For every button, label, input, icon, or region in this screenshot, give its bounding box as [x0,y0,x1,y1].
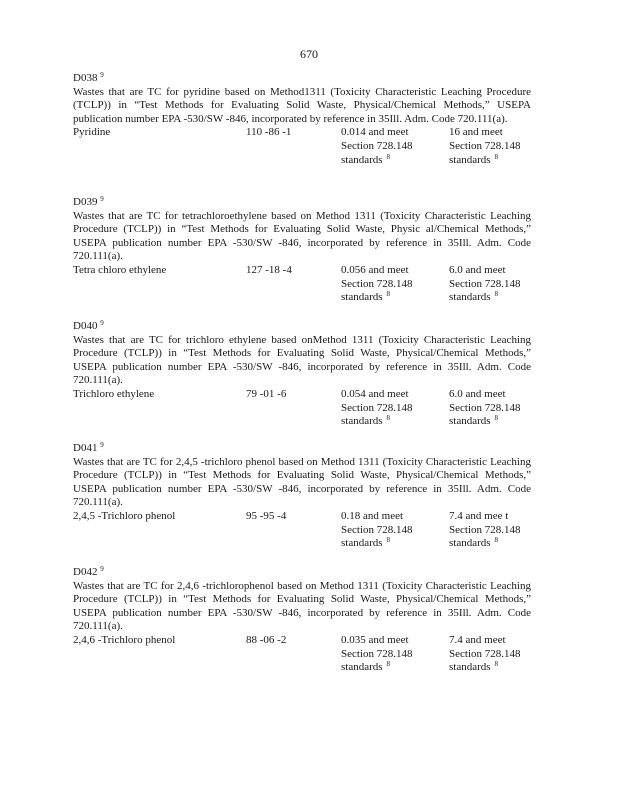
footnote-marker: 8 [386,152,391,161]
standards-text: standards [449,153,491,166]
footnote-marker: 8 [386,660,391,669]
cas-number: 95 -95 -4 [246,509,287,522]
waste-code [73,196,531,210]
standard-line: 7.4 and meet [449,633,506,646]
standard-line: Section 728.148 [341,401,413,414]
standard-line [341,154,413,168]
waste-code-label: D038 [73,72,98,84]
constituent-name: Pyridine [73,126,111,139]
waste-code-label: D042 [73,566,98,578]
nonwastewater-standard [449,264,521,305]
standards-text: standards [449,291,491,304]
constituent-name: 2,4,5 -Trichloro phenol [73,509,176,522]
waste-description: Wastes that are TC for 2,4,6 -trichlorophenol based on Method 1311 (Toxicity Characteristic Leaching Procedure (TCLP)) in “Test Methods for Evaluating Solid Waste, Physical/Chemical Methods,” USEPA publication number EPA -530/SW -846, incorporated by reference in 35Ill. Adm. Code 720.111(a). [73,579,531,633]
standard-line: 0.18 and meet [341,509,404,522]
constituent-row [73,264,531,305]
waste-entry-d041 [73,442,531,551]
constituent-name: Tetra chloro ethylene [73,263,167,276]
standard-line: Section 728.148 [341,647,413,660]
standard-line [341,415,413,429]
standard-line [449,537,521,551]
standard-line [341,661,413,675]
standards-text: standards [449,661,491,674]
footnote-marker: 8 [494,536,499,545]
standards-text: standards [449,415,491,428]
cas-number: 79 -01 -6 [246,387,287,400]
standard-line: Section 728.148 [449,139,521,152]
standard-line [449,661,521,675]
footnote-marker: 8 [494,152,499,161]
footnote-marker: 8 [386,414,391,423]
standards-text: standards [449,537,491,550]
nonwastewater-standard [449,634,521,675]
standard-line: Section 728.148 [449,647,521,660]
waste-code [73,72,531,86]
footnote-marker: 9 [100,441,104,449]
standards-text: standards [341,291,383,304]
nonwastewater-standard [449,388,521,429]
standards-text: standards [341,153,383,166]
waste-code [73,442,531,456]
footnote-marker: 8 [386,536,391,545]
standard-line [449,291,521,305]
constituent-row [73,510,531,551]
footnote-marker: 9 [100,565,104,573]
waste-code-label: D041 [73,442,98,454]
standards-text: standards [341,537,383,550]
standard-line: Section 728.148 [449,523,521,536]
waste-description: Wastes that are TC for trichloro ethylene based onMethod 1311 (Toxicity Characteristic Leaching Procedure (TCLP)) in “Test Methods for Evaluating Solid Waste, Physical/Chemical Methods,” USEPA publication number EPA -530/SW -846, incorporated by reference in 35Ill. Adm. Code 720.111(a). [73,333,531,387]
footnote-marker: 9 [100,319,104,327]
footnote-marker: 9 [100,195,104,203]
constituent-row [73,126,531,167]
footnote-marker: 8 [494,414,499,423]
cas-number: 127 -18 -4 [246,263,292,276]
standard-line [449,415,521,429]
standard-line: Section 728.148 [341,139,413,152]
standard-line: 0.035 and meet [341,633,409,646]
standard-line: 0.054 and meet [341,387,409,400]
page-number: 670 [300,47,318,61]
waste-description: Wastes that are TC for 2,4,5 -trichloro phenol based on Method 1311 (Toxicity Characteristic Leaching Procedure (TCLP)) in “Test Methods for Evaluating Solid Waste, Physical/Chemical Methods,” USEPA publication number EPA -530/SW -846, incorporated by reference in 35Ill. Adm. Code 720.111(a). [73,455,531,509]
waste-code [73,566,531,580]
standards-text: standards [341,661,383,674]
standard-line: 0.056 and meet [341,263,409,276]
waste-entry-d039 [73,196,531,305]
standard-line: 16 and meet [449,126,503,139]
waste-code-label: D039 [73,196,98,208]
waste-entry-d042 [73,566,531,675]
constituent-row [73,388,531,429]
wastewater-standard [341,510,413,551]
wastewater-standard [341,126,413,167]
constituent-name: 2,4,6 -Trichloro phenol [73,633,176,646]
standard-line [341,537,413,551]
standard-line: Section 728.148 [341,277,413,290]
standard-line [341,291,413,305]
standard-line: 7.4 and mee t [449,509,509,522]
wastewater-standard [341,388,413,429]
constituent-row [73,634,531,675]
standard-line: 0.014 and meet [341,126,409,139]
standard-line: 6.0 and meet [449,263,506,276]
wastewater-standard [341,264,413,305]
footnote-marker: 8 [386,290,391,299]
standard-line: Section 728.148 [341,523,413,536]
nonwastewater-standard [449,126,521,167]
standard-line [449,154,521,168]
footnote-marker: 9 [100,71,104,79]
cas-number: 110 -86 -1 [246,126,292,139]
nonwastewater-standard [449,510,521,551]
footnote-marker: 8 [494,290,499,299]
waste-entry-d038 [73,72,531,167]
standard-line: 6.0 and meet [449,387,506,400]
standards-text: standards [341,415,383,428]
waste-code-label: D040 [73,320,98,332]
waste-description: Wastes that are TC for pyridine based on Method1311 (Toxicity Characteristic Leaching Procedure (TCLP)) in “Test Methods for Evaluating Solid Waste, Physical/Chemical Methods,” USEPA publication number EPA -530/SW -846, incorporated by reference in 35Ill. Adm. Code 720.111(a). [73,85,531,125]
waste-entry-d040 [73,320,531,429]
standard-line: Section 728.148 [449,277,521,290]
cas-number: 88 -06 -2 [246,633,287,646]
constituent-name: Trichloro ethylene [73,387,155,400]
standard-line: Section 728.148 [449,401,521,414]
waste-description: Wastes that are TC for tetrachloroethylene based on Method 1311 (Toxicity Characteristic Leaching Procedure (TCLP)) in “Test Methods for Evaluating Solid Waste, Physic al/Chemical Methods,” USEPA publication number EPA -530/SW -846, incorporated by reference in 35Ill. Adm. Code 720.111(a). [73,209,531,263]
wastewater-standard [341,634,413,675]
footnote-marker: 8 [494,660,499,669]
waste-code [73,320,531,334]
